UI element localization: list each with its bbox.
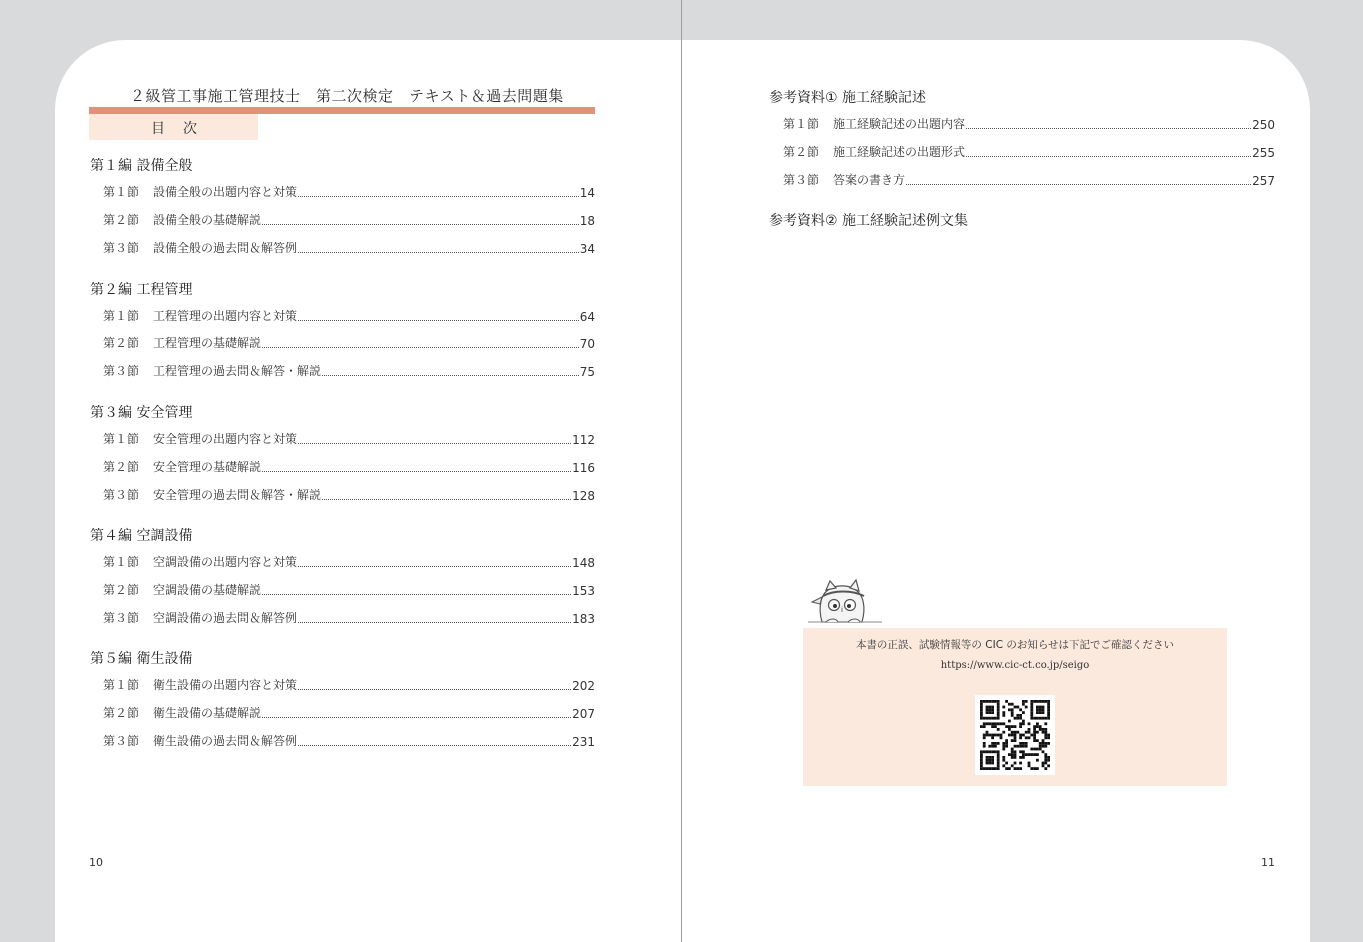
notice-url[interactable]: https://www.cic-ct.co.jp/seigo [940,660,1090,671]
part-heading: 第３編 安全管理 [90,405,193,421]
dot-leader [298,252,579,253]
dot-leader [262,224,579,225]
toc-entry[interactable] [103,240,595,256]
section-number: 第２節 [783,145,820,159]
toc-entry[interactable] [103,459,595,475]
dot-leader [298,443,571,444]
page-number-right: 11 [1261,856,1275,869]
section-page: 75 [579,365,595,379]
section-page: 255 [1252,146,1275,160]
dot-leader [262,594,571,595]
section-page: 153 [572,584,595,598]
section-number: 第１節 [103,432,140,446]
part-heading: 第４編 空調設備 [90,528,193,544]
section-page: 70 [579,337,595,351]
toc-entry[interactable] [103,705,595,721]
section-title: 設備全般の過去問＆解答例 [153,241,298,255]
section-title: 衛生設備の過去問＆解答例 [153,734,298,748]
section-title: 工程管理の出題内容と対策 [153,309,298,323]
toc-entry[interactable] [103,610,595,626]
section-page: 148 [572,556,595,570]
section-number: 第２節 [103,336,140,350]
section-number: 第１節 [103,555,140,569]
part-heading: 第１編 設備全般 [90,158,193,174]
section-title: 設備全般の出題内容と対策 [153,185,298,199]
toc-entry[interactable] [103,212,595,228]
appendix-heading: 参考資料① 施工経験記述 [769,90,927,106]
section-number: 第３節 [103,611,140,625]
section-number: 第３節 [103,241,140,255]
section-number: 第１節 [783,117,820,131]
toc-entry[interactable] [103,554,595,570]
mascot-illustration [808,578,882,628]
section-title: 安全管理の基礎解説 [153,460,262,474]
section-number: 第１節 [103,185,140,199]
part-heading: 第５編 衛生設備 [90,651,193,667]
section-title: 施工経験記述の出題形式 [833,145,966,159]
section-page: 128 [572,489,595,503]
section-number: 第１節 [103,678,140,692]
section-title: 衛生設備の基礎解説 [153,706,262,720]
dot-leader [298,689,571,690]
toc-entry[interactable] [103,363,595,379]
section-number: 第２節 [103,213,140,227]
section-title: 安全管理の過去問＆解答・解説 [153,488,322,502]
part-heading: 第２編 工程管理 [90,282,193,298]
book-title: ２級管工事施工管理技士 第二次検定 テキスト＆過去問題集 [130,87,564,105]
section-title: 施工経験記述の出題内容 [833,117,966,131]
toc-entry[interactable] [103,184,595,200]
toc-entry[interactable] [103,431,595,447]
dot-leader [322,499,571,500]
notice-text: 本書の正誤、試験情報等の CIC のお知らせは下記でご確認ください [855,639,1175,651]
section-page: 250 [1252,118,1275,132]
title-accent-bar [89,107,595,114]
dot-leader [298,622,571,623]
toc-label: 目 次 [151,121,199,137]
dot-leader [298,320,579,321]
section-page: 183 [572,612,595,626]
page-gutter [681,0,682,942]
section-page: 231 [572,735,595,749]
section-title: 工程管理の基礎解説 [153,336,262,350]
toc-entry[interactable] [103,677,595,693]
section-number: 第３節 [103,364,140,378]
toc-entry[interactable] [103,582,595,598]
dot-leader [906,184,1251,185]
toc-entry[interactable] [103,733,595,749]
dot-leader [322,375,579,376]
toc-entry[interactable] [103,335,595,351]
dot-leader [262,717,571,718]
section-page: 257 [1252,174,1275,188]
section-title: 設備全般の基礎解説 [153,213,262,227]
section-number: 第３節 [103,734,140,748]
dot-leader [298,196,579,197]
section-title: 空調設備の基礎解説 [153,583,262,597]
section-page: 207 [572,707,595,721]
section-page: 112 [572,433,595,447]
page-number-left: 10 [89,856,103,869]
section-title: 衛生設備の出題内容と対策 [153,678,298,692]
toc-entry[interactable] [783,116,1275,132]
section-page: 34 [579,242,595,256]
toc-entry[interactable] [783,144,1275,160]
dot-leader [966,128,1251,129]
section-number: 第２節 [103,460,140,474]
section-number: 第１節 [103,309,140,323]
toc-entry[interactable] [103,308,595,324]
section-title: 空調設備の過去問＆解答例 [153,611,298,625]
section-title: 工程管理の過去問＆解答・解説 [153,364,322,378]
toc-entry[interactable] [103,487,595,503]
section-page: 202 [572,679,595,693]
section-title: 空調設備の出題内容と対策 [153,555,298,569]
section-number: 第２節 [103,583,140,597]
section-title: 安全管理の出題内容と対策 [153,432,298,446]
dot-leader [262,471,571,472]
section-page: 64 [579,310,595,324]
dot-leader [298,566,571,567]
toc-entry[interactable] [783,172,1275,188]
dot-leader [262,347,579,348]
section-number: 第２節 [103,706,140,720]
dot-leader [298,745,571,746]
appendix-heading: 参考資料② 施工経験記述例文集 [769,213,969,229]
section-page: 116 [572,461,595,475]
svg-text:i: i [841,606,843,614]
section-title: 答案の書き方 [833,173,906,187]
section-page: 18 [579,214,595,228]
section-number: 第３節 [783,173,820,187]
dot-leader [966,156,1251,157]
section-number: 第３節 [103,488,140,502]
qr-code[interactable] [975,695,1055,775]
section-page: 14 [579,186,595,200]
